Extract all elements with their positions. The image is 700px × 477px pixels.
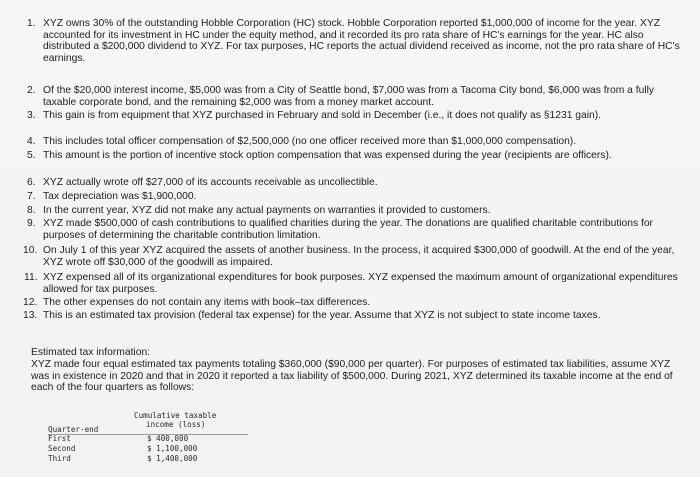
note-number: 4. [27, 136, 36, 147]
note-text: XYZ actually wrote off $27,000 of its accounts receivable as uncollectible. [43, 177, 378, 188]
note-number: 8. [27, 205, 36, 216]
estimated-tax-section [31, 347, 681, 394]
column-header-line-1: Cumulative taxable [134, 411, 217, 420]
note-number: 10. [23, 245, 38, 256]
note-number: 12. [23, 297, 38, 308]
column-header-line-2: income (loss) [146, 420, 206, 429]
note-text: Of the $20,000 interest income, $5,000 was from a City of Seattle bond, $7,000 was from a Tacoma City bond, $6,000 was from a fully taxable corporate bond, and the remaining $2,000 was from a money market account. [43, 85, 655, 108]
value-cell: $ 1,100,000 [147, 444, 198, 453]
note-text: Tax depreciation was $1,900,000. [43, 191, 197, 202]
note-text: XYZ expensed all of its organizational expenditures for book purposes. XYZ expensed the maximum amount of organizational expenditures allowed for tax purposes. [43, 272, 678, 295]
note-number: 2. [27, 85, 36, 96]
note-number: 11. [24, 272, 38, 283]
note-text: The other expenses do not contain any items with book–tax differences. [43, 297, 371, 308]
note-text: This gain is from equipment that XYZ purchased in February and sold in December (i.e., it does not qualify as §1231 gain). [43, 110, 602, 121]
quarter-column-header: Quarter-end [48, 425, 99, 434]
note-number: 13. [23, 310, 38, 321]
value-cell: $ 400,000 [147, 434, 189, 443]
note-text: XYZ owns 30% of the outstanding Hobble Corporation (HC) stock. Hobble Corporation reported $1,000,000 of income for the year. XYZ accounted for its investment in HC under the equity method, and it recorded its pro rata share of HC's earnings for the year. HC also distributed a $200,000 dividend to XYZ. For tax purposes, HC reports the actual dividend received as income, not the pro rata share of HC's earnings. [43, 18, 680, 64]
note-number: 9. [27, 218, 36, 229]
note-text: This amount is the portion of incentive stock option compensation that was expensed during the year (recipients are officers). [43, 150, 612, 161]
value-cell: $ 1,400,000 [147, 454, 198, 463]
note-number: 6. [27, 177, 36, 188]
note-number: 5. [27, 150, 36, 161]
note-number: 7. [27, 191, 36, 202]
quarter-cell: Second [48, 444, 76, 453]
note-text: On July 1 of this year XYZ acquired the assets of another business. In the process, it acquired $300,000 of goodwill. At the end of the year, XYZ wrote off $30,000 of the goodwill as impaired. [43, 245, 675, 268]
note-number: 3. [27, 110, 36, 121]
note-text: This includes total officer compensation of $2,500,000 (no one officer received more than $1,000,000 compensation). [43, 136, 577, 147]
quarter-cell: First [48, 434, 71, 443]
note-text: In the current year, XYZ did not make any actual payments on warranties it provided to customers. [43, 205, 491, 216]
quarter-cell: Third [48, 454, 71, 463]
note-text: XYZ made $500,000 of cash contributions to qualified charities during the year. The donations are qualified charitable contributions for purposes of determining the charitable contribution limitation. [43, 218, 653, 241]
note-text: This is an estimated tax provision (federal tax expense) for the year. Assume that XYZ is not subject to state income taxes. [43, 310, 601, 321]
section-heading: Estimated tax information: [31, 347, 151, 358]
note-number: 1. [27, 18, 36, 29]
section-paragraph: XYZ made four equal estimated tax payments totaling $360,000 ($90,000 per quarter). For purposes of estimated tax liabilities, assume XYZ was in existence in 2020 and that in 2020 it reported a tax liability of $500,000. During 2021, XYZ determined its taxable income at the end of each of the four quarters as follows: [31, 358, 673, 394]
